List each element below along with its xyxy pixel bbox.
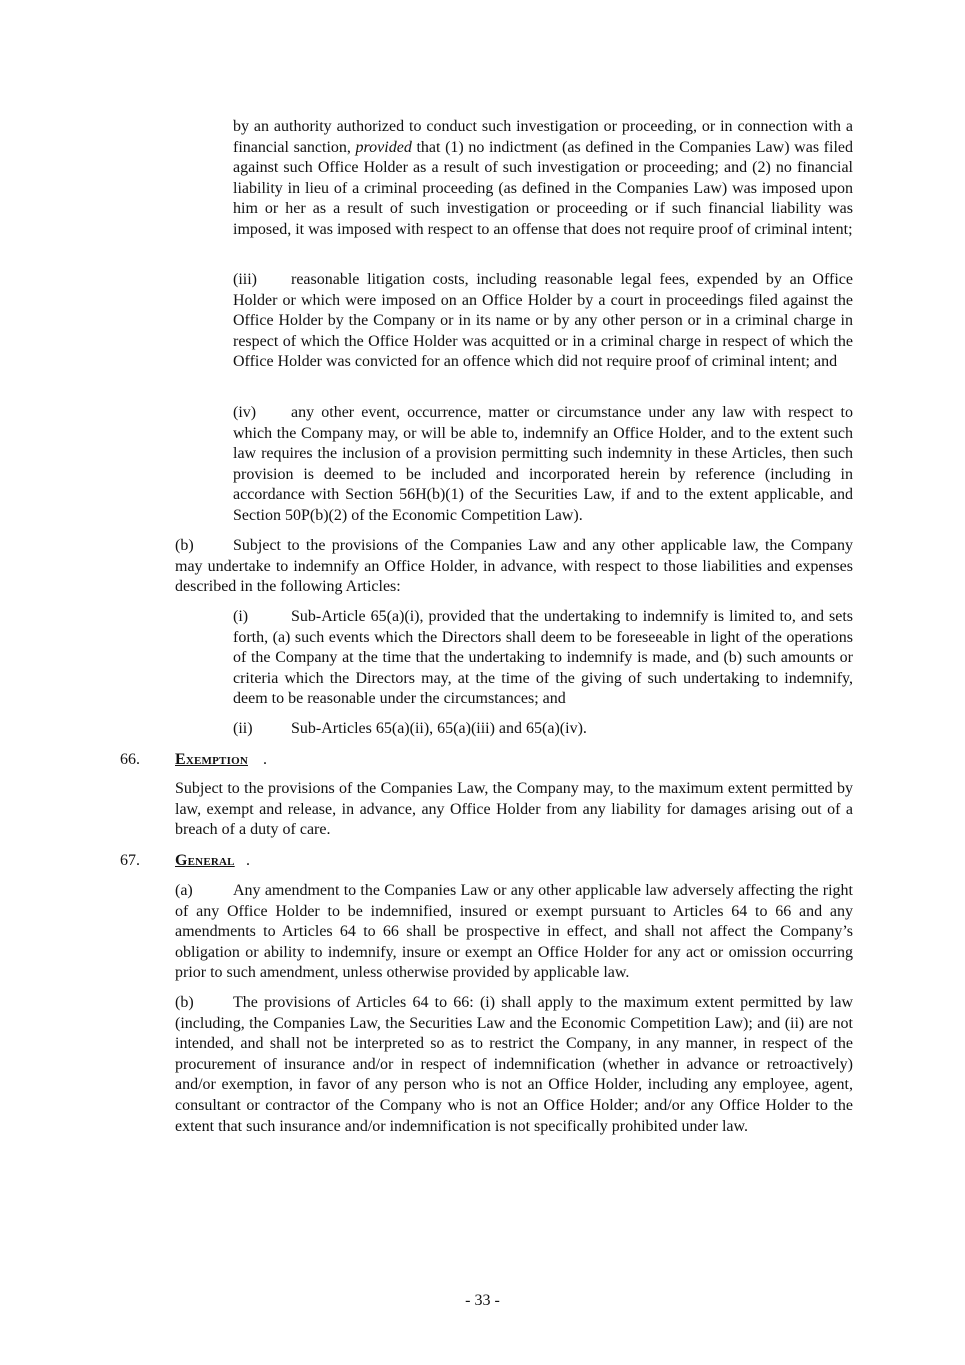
item-b-i — [233, 607, 853, 710]
italic-provided: provided — [355, 138, 412, 156]
item-b-ii — [233, 719, 853, 740]
article-67-item-a — [175, 881, 853, 984]
page-number: - 33 - — [465, 1292, 500, 1309]
item-text: The provisions of Articles 64 to 66: (i) shall apply to the maximum extent permitted by law (including, the Companies Law, the Securities Law and the Economic Competition Law); and (ii) are not intended, and shall not be interpreted so as to restrict the Company, in any manner, in respect of the procurement of insurance and/or in respect of indemnification (whether in advance or retroactively) and/or exemption, in favor of any person who is not an Office Holder, including any employee, agent, consultant or contractor of the Company who is not an Office Holder; and/or any Office Holder to the extent that such insurance and/or indemnification is not specifically prohibited under law. — [175, 994, 853, 1135]
item-number: (iv) — [233, 404, 257, 421]
item-text: Sub-Article 65(a)(i), provided that the undertaking to indemnify is limited to, and sets forth, (a) such events which the Directors shall deem to be foreseeable in light of the operations of the Company at the time that the undertaking to indemnify is made, and (b) such amounts or criteria which the Directors may, at the time of the giving of such undertaking to indemnify, deem to be reasonable under the circumstances; and — [233, 608, 853, 708]
item-text: reasonable litigation costs, including reasonable legal fees, expended by an Office Holder or which were imposed on an Office Holder by a court in proceedings filed against the Office Holder by the Company or in its name or by any other person or in a criminal charge in respect of which the Office Holder was acquitted or in a criminal charge in respect of which the Office Holder was convicted for an offence which did not require proof of criminal intent; and — [233, 271, 853, 371]
item-iv — [233, 403, 853, 527]
item-number: (iii) — [233, 271, 257, 288]
article-67-heading: General — [175, 852, 235, 869]
heading-period: . — [263, 751, 267, 768]
item-b — [175, 536, 853, 598]
article-66-number: 66. — [120, 751, 140, 768]
item-text: Subject to the provisions of the Companies Law and any other applicable law, the Company may undertake to indemnify an Office Holder, in advance, with respect to those liabilities and expenses described in the following Articles: — [175, 537, 853, 596]
article-67-number: 67. — [120, 852, 140, 869]
item-number: (i) — [233, 608, 249, 625]
heading-period: . — [246, 852, 250, 869]
article-66-heading: Exemption — [175, 751, 248, 768]
item-number: (b) — [175, 537, 194, 554]
item-number: (b) — [175, 994, 194, 1011]
article-66-text: Subject to the provisions of the Companies Law, the Company may, to the maximum extent permitted by law, exempt and release, in advance, any Office Holder from any liability for damages arising out of a breach of a duty of care. — [175, 780, 853, 839]
item-text: any other event, occurrence, matter or circumstance under any law with respect to which the Company may, or will be able to, indemnify an Office Holder, and to the extent such law requires the inclusion of a provision permitting such indemnity in these Articles, then such provision is deemed to be included and incorporated herein by reference (including in accordance with Section 56H(b)(1) of the Securities Law, if and to the extent applicable, and Section 50P(b)(2) of the Economic Competition Law). — [233, 404, 853, 524]
continuation-paragraph: by an authority authorized to conduct such investigation or proceeding, or in connection with a financial sanction, provided that (1) no indictment (as defined in the Companies Law) was filed against such Office Holder as a result of such investigation or proceeding; and (2) no financial liability in lieu of a criminal proceeding (as defined in the Companies Law) was imposed upon him or her as a result of such investigation or proceeding or if such financial liability was imposed, it was imposed with respect to an offense that does not require proof of criminal intent; — [233, 118, 853, 238]
item-text: Any amendment to the Companies Law or any other applicable law adversely affecting the right of any Office Holder to be indemnified, insured or exempt pursuant to Articles 64 to 66 and any amendments to Articles 64 to 66 shall be prospective in effect, and shall not affect the Company’s obligation or ability to indemnify, insure or exempt an Office Holder for any act or omission occurring prior to such amendment, unless otherwise provided by applicable law. — [175, 882, 853, 982]
item-number: (ii) — [233, 720, 253, 737]
item-text: Sub-Articles 65(a)(ii), 65(a)(iii) and 65(a)(iv). — [291, 720, 587, 737]
item-number: (a) — [175, 882, 193, 899]
article-67-item-b — [175, 993, 853, 1137]
item-iii — [233, 270, 853, 373]
